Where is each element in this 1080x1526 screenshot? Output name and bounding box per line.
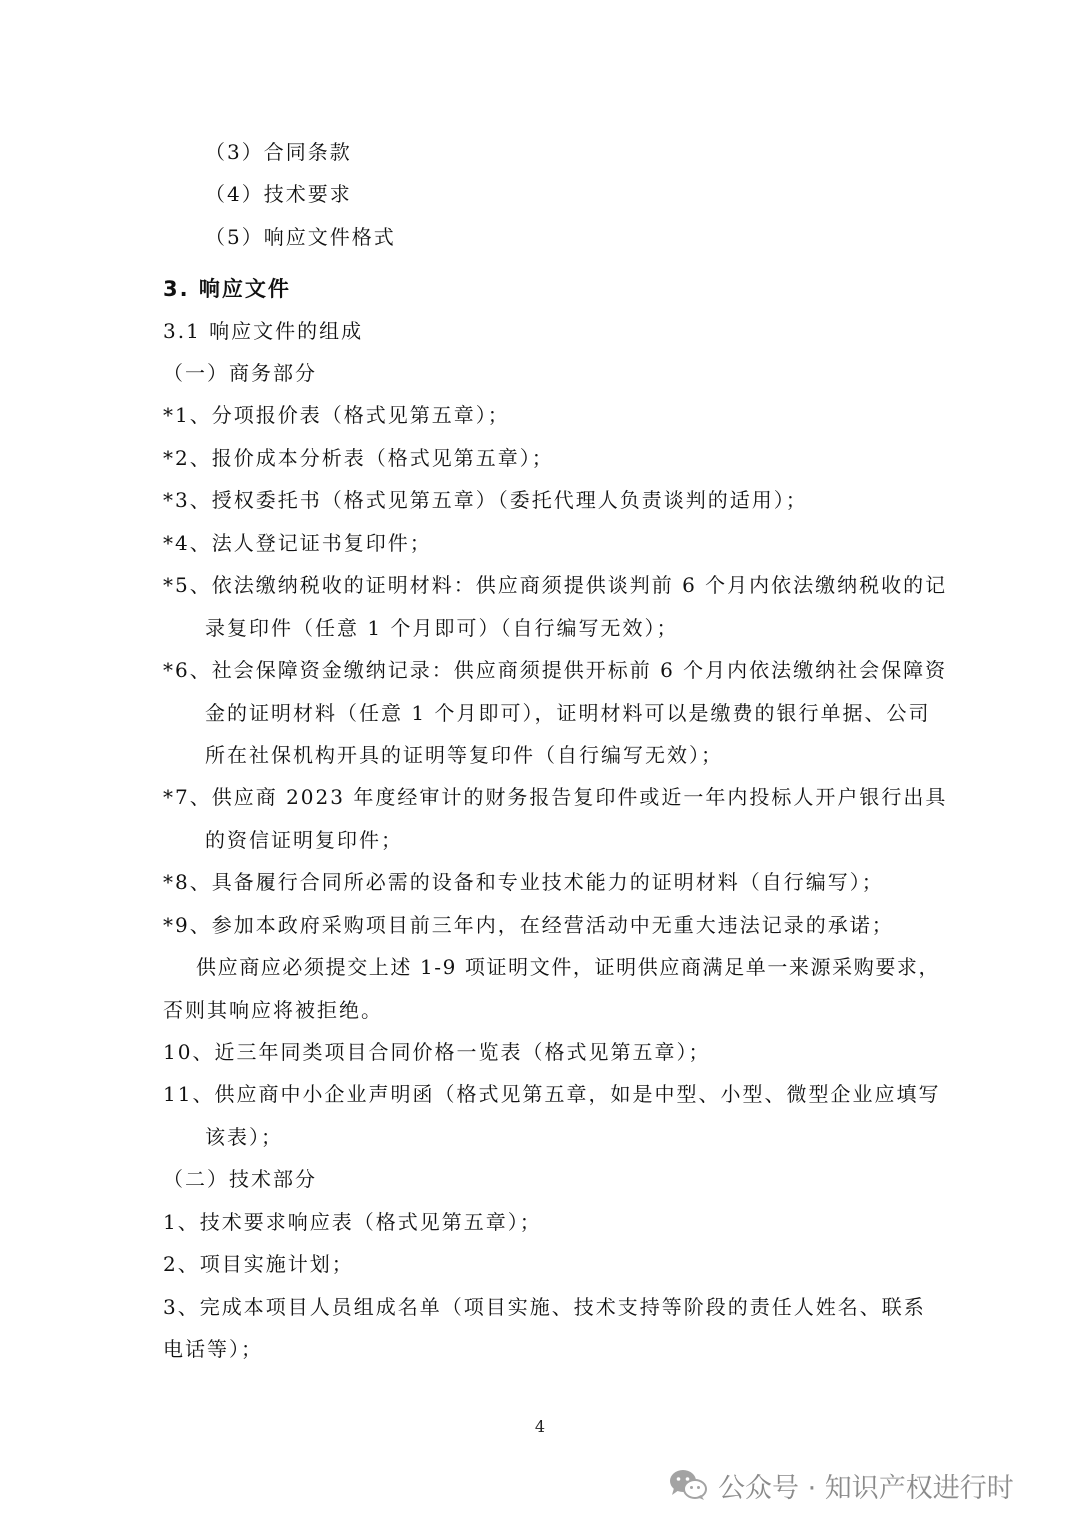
business-item-2: *2、报价成本分析表（格式见第五章）；	[163, 446, 554, 470]
business-item-5-cont: 录复印件（任意 1 个月即可）（自行编写无效）；	[205, 616, 679, 640]
business-item-6-cont-2: 所在社保机构开具的证明等复印件（自行编写无效）；	[205, 743, 723, 767]
watermark	[668, 1464, 1014, 1506]
business-item-9: *9、参加本政府采购项目前三年内，在经营活动中无重大违法记录的承诺；	[163, 913, 894, 937]
part-heading-technical: （二）技术部分	[163, 1167, 317, 1191]
list-item-contract-terms: （3）合同条款	[205, 140, 352, 164]
business-item-7: *7、供应商 2023 年度经审计的财务报告复印件或近一年内投标人开户银行出具	[163, 785, 948, 809]
business-item-11: 11、供应商中小企业声明函（格式见第五章，如是中型、小型、微型企业应填写	[163, 1082, 941, 1106]
business-item-5: *5、依法缴纳税收的证明材料：供应商须提供谈判前 6 个月内依法缴纳税收的记	[163, 573, 948, 597]
business-item-4: *4、法人登记证书复印件；	[163, 531, 432, 555]
technical-item-1: 1、技术要求响应表（格式见第五章）；	[163, 1210, 542, 1234]
business-item-11-cont: 该表）；	[205, 1125, 283, 1149]
business-item-6-cont-1: 金的证明材料（任意 1 个月即可），证明材料可以是缴费的银行单据、公司	[205, 701, 931, 725]
business-item-10: 10、近三年同类项目合同价格一览表（格式见第五章）；	[163, 1040, 711, 1064]
business-item-8: *8、具备履行合同所必需的设备和专业技术能力的证明材料（自行编写）；	[163, 870, 884, 894]
subsection-heading-composition: 3.1 响应文件的组成	[163, 319, 364, 343]
watermark-text: 公众号 · 知识产权进行时	[718, 1472, 1014, 1504]
list-item-response-format: （5）响应文件格式	[205, 225, 396, 249]
wechat-icon	[668, 1468, 708, 1502]
business-item-3: *3、授权委托书（格式见第五章）（委托代理人负责谈判的适用）；	[163, 488, 808, 512]
business-item-1: *1、分项报价表（格式见第五章）；	[163, 403, 510, 427]
requirement-note: 供应商应必须提交上述 1-9 项证明文件，证明供应商满足单一来源采购要求，	[196, 955, 941, 979]
requirement-note-cont: 否则其响应将被拒绝。	[163, 998, 383, 1022]
technical-item-2: 2、项目实施计划；	[163, 1252, 354, 1276]
part-heading-business: （一）商务部分	[163, 361, 317, 385]
business-item-7-cont: 的资信证明复印件；	[205, 828, 403, 852]
technical-item-3-cont: 电话等）；	[163, 1337, 263, 1361]
section-heading-response-documents: 3. 响应文件	[163, 277, 291, 301]
technical-item-3: 3、完成本项目人员组成名单（项目实施、技术支持等阶段的责任人姓名、联系	[163, 1295, 926, 1319]
business-item-6: *6、社会保障资金缴纳记录：供应商须提供开标前 6 个月内依法缴纳社会保障资	[163, 658, 948, 682]
list-item-technical-requirements: （4）技术要求	[205, 182, 352, 206]
page-number: 4	[534, 1417, 546, 1436]
